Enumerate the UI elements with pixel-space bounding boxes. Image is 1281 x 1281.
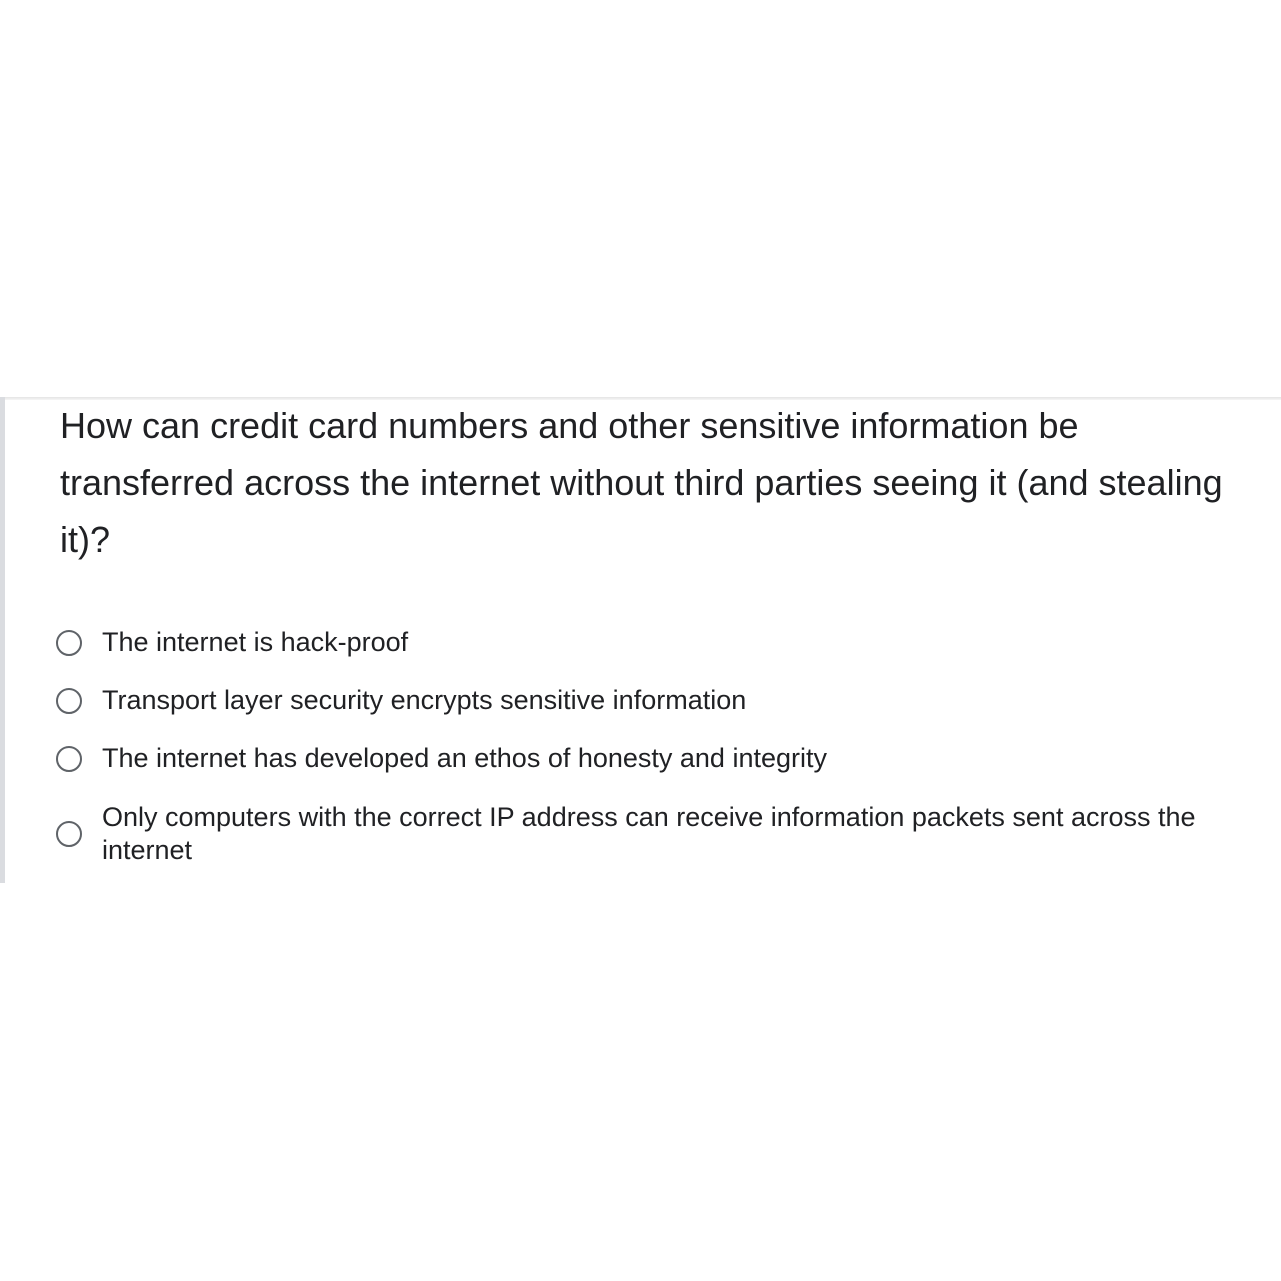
answer-option[interactable] xyxy=(56,626,1256,659)
card-left-accent-bar xyxy=(0,397,5,883)
answer-option[interactable] xyxy=(56,742,1256,775)
question-text: How can credit card numbers and other sensitive information be transferred across the internet without third parties seeing it (and stealing it)? xyxy=(60,405,1223,560)
radio-button[interactable] xyxy=(56,821,82,847)
answer-option[interactable] xyxy=(56,684,1256,717)
radio-button[interactable] xyxy=(56,630,82,656)
answer-option-label[interactable]: Transport layer security encrypts sensitive information xyxy=(102,685,747,715)
question-card xyxy=(0,397,1281,883)
answer-option-label[interactable]: Only computers with the correct IP address can receive information packets sent across the internet xyxy=(102,802,1196,865)
radio-button[interactable] xyxy=(56,746,82,772)
radio-button[interactable] xyxy=(56,688,82,714)
answer-option-label[interactable]: The internet is hack-proof xyxy=(102,627,409,657)
answer-option-label[interactable]: The internet has developed an ethos of honesty and integrity xyxy=(102,743,827,773)
answer-option[interactable] xyxy=(56,801,1256,867)
